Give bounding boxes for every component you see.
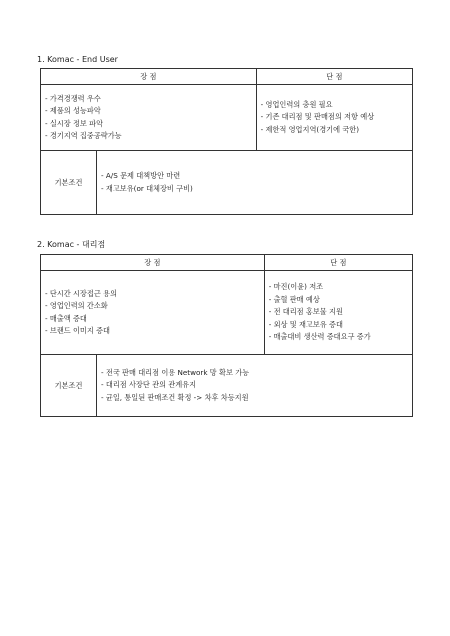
strengths-cell — [41, 85, 257, 151]
weakness-item: - 제한적 영업지역(경기에 국한) — [260, 124, 359, 134]
strengths-cell — [41, 271, 265, 355]
strength-item: - 가격경쟁력 우수 — [45, 93, 101, 103]
weaknesses-cell — [256, 85, 412, 151]
strength-header: 장 점 — [41, 255, 265, 271]
weakness-item: - 외상 및 재고보유 증대 — [268, 319, 343, 329]
weakness-item: - 매출대비 생산력 증대요구 증가 — [268, 332, 371, 342]
condition-item: - 균일, 통일된 판매조건 확정 -> 차후 차등지원 — [101, 392, 249, 402]
section-2-title: 2. Komac - 대리점 — [37, 240, 106, 249]
weakness-header: 단 점 — [256, 69, 412, 85]
weaknesses-cell — [264, 271, 412, 355]
strength-item: - 단시간 시장접근 용의 — [45, 288, 117, 298]
strength-item: - 매출액 증대 — [45, 313, 87, 323]
weakness-item: - 영업인력의 충원 필요 — [260, 99, 333, 109]
condition-label: 기본조건 — [41, 355, 97, 417]
weakness-header: 단 점 — [264, 255, 412, 271]
weakness-item: - 기존 대리점 및 판매점의 저항 예상 — [260, 112, 375, 122]
conditions-cell — [97, 151, 413, 215]
section-1-table — [40, 68, 413, 215]
condition-item: - 전국 판매 대리점 이용 Network 망 확보 가능 — [101, 367, 250, 377]
strength-item: - 실시장 정보 파악 — [45, 118, 104, 128]
condition-label: 기본조건 — [41, 151, 97, 215]
weakness-item: - 전 대리점 홍보물 지원 — [268, 307, 343, 317]
strength-item: - 브랜드 이미지 증대 — [45, 326, 110, 335]
weakness-item: - 출혈 판매 예상 — [268, 294, 320, 304]
strength-item: - 경기지역 집중공략가능 — [45, 131, 122, 140]
strength-header: 장 점 — [41, 69, 257, 85]
condition-item: - 재고보유(or 대체장비 구비) — [101, 183, 193, 193]
condition-item: - 대리점 사장단 관의 관계유지 — [101, 380, 197, 390]
section-1-title: 1. Komac - End User — [37, 55, 118, 64]
strength-item: - 제품의 성능파악 — [45, 106, 101, 115]
weakness-item: - 마진(이윤) 저조 — [268, 282, 324, 292]
section-2-table — [40, 254, 413, 417]
condition-item: - A/S 문제 대책방안 마련 — [101, 171, 181, 180]
strength-item: - 영업인력의 간소화 — [45, 301, 108, 310]
conditions-cell — [97, 355, 413, 417]
